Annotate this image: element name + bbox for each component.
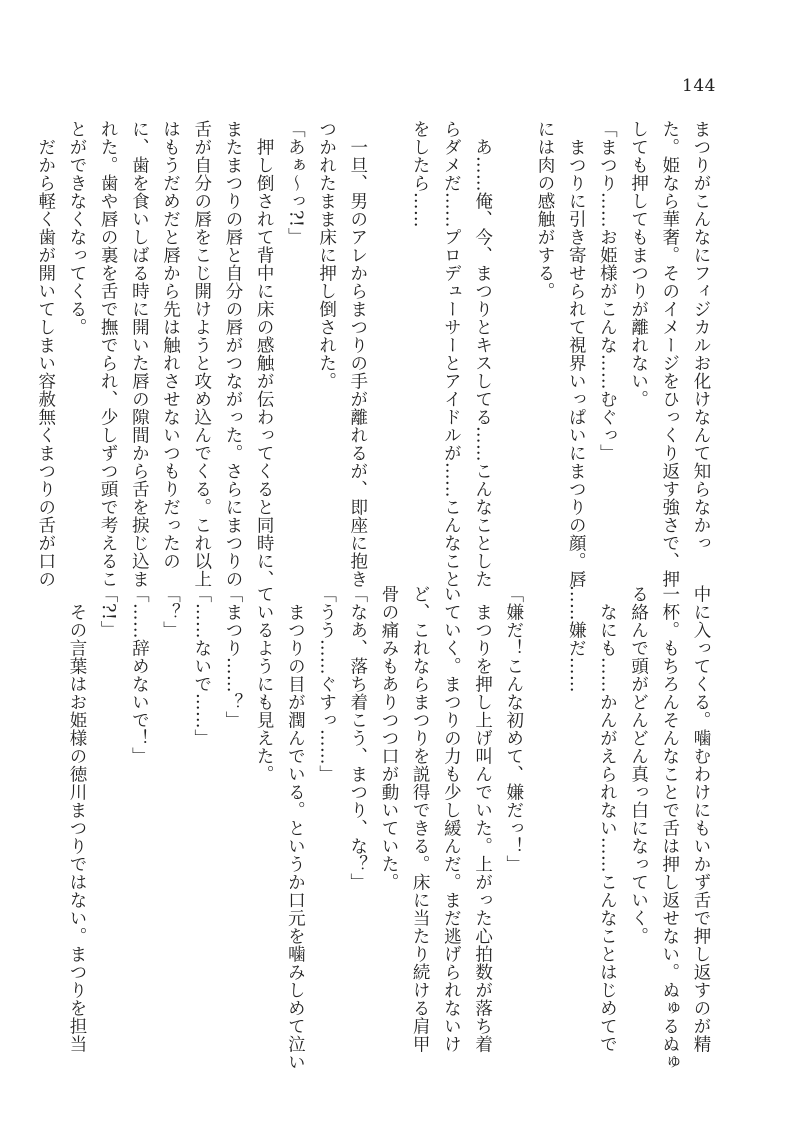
text-line: またまつりの唇と自分の唇がつながった。さらにまつりの <box>222 120 243 588</box>
text-line: あ……俺、今、まつりとキスしてる……こんなことした <box>472 120 493 588</box>
text-line: る絡んで頭がどんどん真っ白になっていく。 <box>628 585 649 945</box>
text-line: 「嫌だ！こんな初めて、嫌だっ！」 <box>503 585 524 873</box>
text-line: 「うう……ぐすっ……」 <box>316 585 337 783</box>
text-line: まつりがこんなにフィジカルお化けなんて知らなかっ <box>691 120 711 552</box>
text-line: いていく。まつりの力も少し緩んだ。まだ逃げられないけ <box>441 585 462 1053</box>
text-line: ……嫌だ…… <box>566 585 587 693</box>
page-number: 144 <box>682 76 716 96</box>
text-line: 舌が自分の唇をこじ開けようと攻め込んでくる。これ以上 <box>191 120 212 588</box>
blank-line <box>529 585 560 1025</box>
text-line: た。姫なら華奢。そのイメージをひっくり返す強さで、押 <box>659 120 680 588</box>
text-line: 「あぁ～っ?!」 <box>285 120 306 246</box>
text-line: れた。歯や唇の裏を舌で撫でられ、少しずつ頭で考えるこ <box>98 120 119 588</box>
blank-line <box>373 120 404 560</box>
text-line: らダメだ……プロデューサーとアイドルが……こんなこと <box>441 120 462 588</box>
text-line: まつりの目が潤んでいる。というか口元を噛みしめて泣い <box>285 585 306 1071</box>
text-line: しても押してもまつりが離れない。 <box>628 120 649 408</box>
text-line: 一旦、男のアレからまつりの手が離れるが、即座に抱き <box>347 120 368 588</box>
text-line: 「なあ、落ち着こう、まつり、な？」 <box>347 585 368 891</box>
text-line: 「……辞めないで！」 <box>129 585 150 765</box>
text-line: その言葉はお姫様の徳川まつりではない。まつりを担当 <box>66 585 87 1053</box>
text-line: には肉の感触がする。 <box>534 120 555 300</box>
text-block-bottom <box>61 585 716 1071</box>
text-line: つかれたまま床に押し倒された。 <box>316 120 337 390</box>
text-line: に、歯を食いしばる時に開いた唇の隙間から舌を捩じ込ま <box>129 120 150 588</box>
text-line: 一杯。もちろんそんなことで舌は押し返せない。ぬゅるぬゅ <box>659 585 680 1071</box>
text-line: 「まつり……？」 <box>222 585 243 729</box>
text-line: まつりに引き寄せられて視界いっぱいにまつりの顔。唇 <box>566 120 587 588</box>
text-line: ど、これならまつりを説得できる。床に当たり続ける肩甲 <box>410 585 431 1053</box>
text-line: はもうだめだと唇から先は触れさせないつもりだったの <box>160 120 181 570</box>
text-line: 中に入ってくる。噛むわけにもいかず舌で押し返すのが精 <box>691 585 711 1053</box>
text-line: 「まつり……お姫様がこんな……むぐっ」 <box>597 120 618 462</box>
text-line: とができなくなってくる。 <box>66 120 87 336</box>
blank-line <box>498 120 529 560</box>
text-block-top <box>30 120 716 588</box>
text-line: 押し倒されて背中に床の感触が伝わってくると同時に、 <box>254 120 275 588</box>
text-line: 「?!」 <box>98 585 119 639</box>
text-line: まつりを押し上げ叫んでいた。上がった心拍数が落ち着 <box>472 585 493 1053</box>
text-line: だから軽く歯が開いてしまい容赦無くまつりの舌が口の <box>35 120 56 588</box>
text-line: ているようにも見えた。 <box>254 585 275 783</box>
text-line: 「……ないで……」 <box>191 585 212 747</box>
text-line: 骨の痛みもありつつ口が動いていた。 <box>378 585 399 891</box>
text-line: をしたら…… <box>410 120 431 228</box>
text-line: なにも……かんがえられない……こんなことはじめてで <box>597 585 618 1053</box>
text-line: 「？」 <box>160 585 181 639</box>
